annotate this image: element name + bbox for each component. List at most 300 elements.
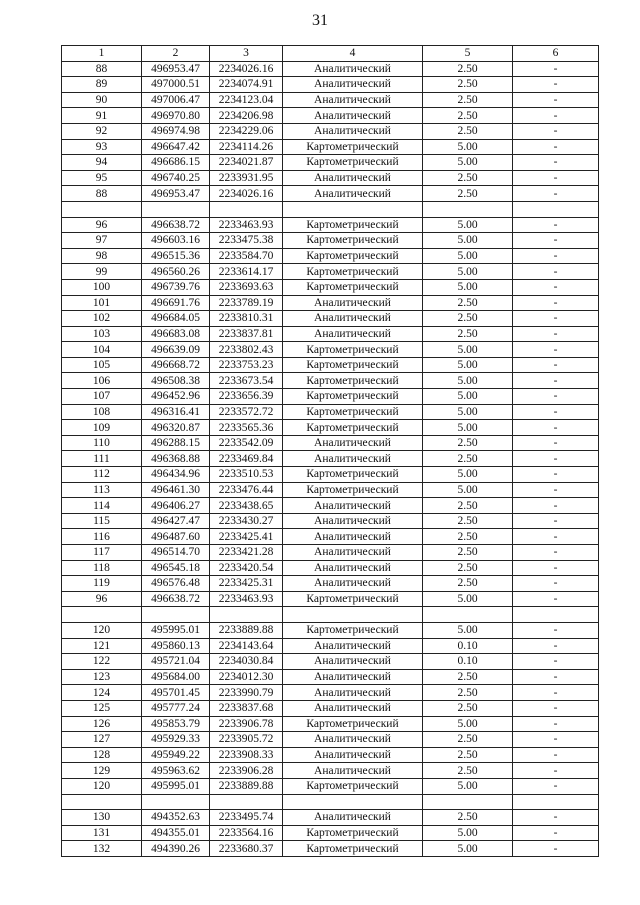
accuracy-cell: 2.50 [423,498,513,514]
empty-cell [210,794,283,810]
note-cell: - [513,155,599,171]
note-cell: - [513,123,599,139]
accuracy-cell: 5.00 [423,404,513,420]
point-number-cell: 122 [62,654,142,670]
note-cell: - [513,217,599,233]
x-coordinate-cell: 495860.13 [142,638,210,654]
x-coordinate-cell: 496647.42 [142,139,210,155]
x-coordinate-cell: 495963.62 [142,763,210,779]
table-row [62,155,599,171]
point-number-cell: 94 [62,155,142,171]
table-row [62,591,599,607]
x-coordinate-cell: 497000.51 [142,77,210,93]
method-cell: Картометрический [283,279,423,295]
column-header: 2 [142,46,210,62]
note-cell: - [513,778,599,794]
accuracy-cell: 2.50 [423,108,513,124]
x-coordinate-cell: 497006.47 [142,92,210,108]
accuracy-cell: 2.50 [423,326,513,342]
point-number-cell: 88 [62,186,142,202]
point-number-cell: 112 [62,467,142,483]
y-coordinate-cell: 2234026.16 [210,61,283,77]
table-row [62,233,599,249]
point-number-cell: 124 [62,685,142,701]
table-row [62,357,599,373]
accuracy-cell: 2.50 [423,92,513,108]
y-coordinate-cell: 2234229.06 [210,123,283,139]
table-row [62,841,599,857]
accuracy-cell: 2.50 [423,451,513,467]
note-cell: - [513,170,599,186]
method-cell: Картометрический [283,778,423,794]
empty-cell [423,607,513,623]
note-cell: - [513,326,599,342]
column-header: 6 [513,46,599,62]
x-coordinate-cell: 496953.47 [142,61,210,77]
table-row [62,92,599,108]
method-cell: Картометрический [283,467,423,483]
coordinates-table [61,45,599,857]
note-cell: - [513,716,599,732]
x-coordinate-cell: 496740.25 [142,170,210,186]
method-cell: Аналитический [283,170,423,186]
note-cell: - [513,732,599,748]
y-coordinate-cell: 2234114.26 [210,139,283,155]
x-coordinate-cell: 496560.26 [142,264,210,280]
y-coordinate-cell: 2233889.88 [210,778,283,794]
note-cell: - [513,669,599,685]
y-coordinate-cell: 2233810.31 [210,311,283,327]
table-row [62,576,599,592]
table-row [62,389,599,405]
empty-cell [513,794,599,810]
method-cell: Аналитический [283,123,423,139]
point-number-cell: 108 [62,404,142,420]
y-coordinate-cell: 2233463.93 [210,217,283,233]
x-coordinate-cell: 496368.88 [142,451,210,467]
table-row [62,654,599,670]
y-coordinate-cell: 2233476.44 [210,482,283,498]
accuracy-cell: 2.50 [423,61,513,77]
note-cell: - [513,529,599,545]
x-coordinate-cell: 495853.79 [142,716,210,732]
method-cell: Картометрический [283,342,423,358]
note-cell: - [513,451,599,467]
accuracy-cell: 5.00 [423,373,513,389]
x-coordinate-cell: 494390.26 [142,841,210,857]
method-cell: Картометрический [283,233,423,249]
y-coordinate-cell: 2233908.33 [210,747,283,763]
y-coordinate-cell: 2233542.09 [210,435,283,451]
empty-cell [142,794,210,810]
note-cell: - [513,545,599,561]
method-cell: Аналитический [283,92,423,108]
accuracy-cell: 5.00 [423,342,513,358]
accuracy-cell: 2.50 [423,529,513,545]
page-number: 31 [312,12,328,29]
note-cell: - [513,435,599,451]
accuracy-cell: 5.00 [423,248,513,264]
accuracy-cell: 2.50 [423,435,513,451]
y-coordinate-cell: 2234143.64 [210,638,283,654]
table-row [62,451,599,467]
table-row [62,529,599,545]
table-row [62,248,599,264]
method-cell: Картометрический [283,404,423,420]
point-number-cell: 92 [62,123,142,139]
method-cell: Аналитический [283,498,423,514]
point-number-cell: 118 [62,560,142,576]
table-row [62,778,599,794]
x-coordinate-cell: 496638.72 [142,217,210,233]
x-coordinate-cell: 496461.30 [142,482,210,498]
method-cell: Аналитический [283,326,423,342]
x-coordinate-cell: 496406.27 [142,498,210,514]
accuracy-cell: 2.50 [423,685,513,701]
y-coordinate-cell: 2233693.63 [210,279,283,295]
y-coordinate-cell: 2233680.37 [210,841,283,857]
point-number-cell: 104 [62,342,142,358]
table-row [62,404,599,420]
point-number-cell: 130 [62,810,142,826]
y-coordinate-cell: 2233420.54 [210,560,283,576]
method-cell: Аналитический [283,654,423,670]
separator-row [62,794,599,810]
point-number-cell: 103 [62,326,142,342]
method-cell: Картометрический [283,841,423,857]
y-coordinate-cell: 2233430.27 [210,513,283,529]
x-coordinate-cell: 496320.87 [142,420,210,436]
y-coordinate-cell: 2234030.84 [210,654,283,670]
note-cell: - [513,279,599,295]
method-cell: Аналитический [283,638,423,654]
point-number-cell: 115 [62,513,142,529]
method-cell: Аналитический [283,529,423,545]
accuracy-cell: 5.00 [423,825,513,841]
note-cell: - [513,186,599,202]
accuracy-cell: 0.10 [423,638,513,654]
note-cell: - [513,498,599,514]
note-cell: - [513,576,599,592]
y-coordinate-cell: 2233421.28 [210,545,283,561]
x-coordinate-cell: 496288.15 [142,435,210,451]
x-coordinate-cell: 495929.33 [142,732,210,748]
column-header: 1 [62,46,142,62]
y-coordinate-cell: 2233906.28 [210,763,283,779]
x-coordinate-cell: 496691.76 [142,295,210,311]
point-number-cell: 101 [62,295,142,311]
note-cell: - [513,233,599,249]
column-header: 5 [423,46,513,62]
point-number-cell: 95 [62,170,142,186]
method-cell: Аналитический [283,545,423,561]
x-coordinate-cell: 496970.80 [142,108,210,124]
x-coordinate-cell: 496639.09 [142,342,210,358]
table-row [62,217,599,233]
method-cell: Картометрический [283,248,423,264]
accuracy-cell: 2.50 [423,513,513,529]
x-coordinate-cell: 496434.96 [142,467,210,483]
point-number-cell: 100 [62,279,142,295]
note-cell: - [513,77,599,93]
y-coordinate-cell: 2233906.78 [210,716,283,732]
method-cell: Аналитический [283,186,423,202]
method-cell: Аналитический [283,77,423,93]
method-cell: Картометрический [283,716,423,732]
accuracy-cell: 2.50 [423,763,513,779]
point-number-cell: 117 [62,545,142,561]
point-number-cell: 132 [62,841,142,857]
point-number-cell: 126 [62,716,142,732]
point-number-cell: 88 [62,61,142,77]
point-number-cell: 102 [62,311,142,327]
method-cell: Аналитический [283,810,423,826]
table-row [62,638,599,654]
accuracy-cell: 5.00 [423,217,513,233]
x-coordinate-cell: 495995.01 [142,622,210,638]
accuracy-cell: 2.50 [423,732,513,748]
x-coordinate-cell: 496638.72 [142,591,210,607]
table-row [62,123,599,139]
table-row [62,685,599,701]
y-coordinate-cell: 2234026.16 [210,186,283,202]
note-cell: - [513,825,599,841]
note-cell: - [513,482,599,498]
accuracy-cell: 2.50 [423,186,513,202]
accuracy-cell: 2.50 [423,545,513,561]
method-cell: Аналитический [283,61,423,77]
empty-cell [210,201,283,217]
point-number-cell: 96 [62,217,142,233]
accuracy-cell: 5.00 [423,155,513,171]
x-coordinate-cell: 496515.36 [142,248,210,264]
point-number-cell: 89 [62,77,142,93]
y-coordinate-cell: 2233564.16 [210,825,283,841]
accuracy-cell: 0.10 [423,654,513,670]
table-row [62,326,599,342]
method-cell: Аналитический [283,435,423,451]
table-row [62,513,599,529]
y-coordinate-cell: 2234123.04 [210,92,283,108]
separator-row [62,607,599,623]
y-coordinate-cell: 2233789.19 [210,295,283,311]
method-cell: Картометрический [283,155,423,171]
accuracy-cell: 2.50 [423,747,513,763]
method-cell: Картометрический [283,825,423,841]
table-row [62,716,599,732]
method-cell: Аналитический [283,669,423,685]
table-row [62,373,599,389]
point-number-cell: 120 [62,778,142,794]
table-row [62,108,599,124]
x-coordinate-cell: 496427.47 [142,513,210,529]
header-row [62,46,599,62]
point-number-cell: 127 [62,732,142,748]
empty-cell [142,201,210,217]
x-coordinate-cell: 495701.45 [142,685,210,701]
method-cell: Картометрический [283,264,423,280]
y-coordinate-cell: 2233614.17 [210,264,283,280]
table-row [62,420,599,436]
y-coordinate-cell: 2234021.87 [210,155,283,171]
accuracy-cell: 2.50 [423,669,513,685]
point-number-cell: 106 [62,373,142,389]
table-row [62,170,599,186]
point-number-cell: 111 [62,451,142,467]
table-row [62,747,599,763]
y-coordinate-cell: 2233438.65 [210,498,283,514]
table-row [62,342,599,358]
empty-cell [283,794,423,810]
empty-cell [513,201,599,217]
empty-cell [423,794,513,810]
y-coordinate-cell: 2233905.72 [210,732,283,748]
x-coordinate-cell: 496514.70 [142,545,210,561]
note-cell: - [513,560,599,576]
point-number-cell: 113 [62,482,142,498]
method-cell: Картометрический [283,591,423,607]
table-row [62,61,599,77]
accuracy-cell: 5.00 [423,778,513,794]
method-cell: Картометрический [283,622,423,638]
table-row [62,311,599,327]
table-row [62,77,599,93]
note-cell: - [513,685,599,701]
table-row [62,186,599,202]
note-cell: - [513,763,599,779]
method-cell: Аналитический [283,513,423,529]
method-cell: Аналитический [283,747,423,763]
empty-cell [210,607,283,623]
x-coordinate-cell: 496953.47 [142,186,210,202]
y-coordinate-cell: 2233673.54 [210,373,283,389]
y-coordinate-cell: 2233425.41 [210,529,283,545]
x-coordinate-cell: 495777.24 [142,700,210,716]
point-number-cell: 97 [62,233,142,249]
point-number-cell: 123 [62,669,142,685]
point-number-cell: 131 [62,825,142,841]
note-cell: - [513,92,599,108]
y-coordinate-cell: 2234012.30 [210,669,283,685]
accuracy-cell: 2.50 [423,576,513,592]
method-cell: Аналитический [283,685,423,701]
x-coordinate-cell: 495721.04 [142,654,210,670]
method-cell: Аналитический [283,763,423,779]
table-row [62,763,599,779]
accuracy-cell: 5.00 [423,264,513,280]
accuracy-cell: 5.00 [423,389,513,405]
x-coordinate-cell: 496316.41 [142,404,210,420]
table-row [62,279,599,295]
table-row [62,295,599,311]
accuracy-cell: 5.00 [423,716,513,732]
point-number-cell: 121 [62,638,142,654]
point-number-cell: 99 [62,264,142,280]
x-coordinate-cell: 494355.01 [142,825,210,841]
x-coordinate-cell: 496576.48 [142,576,210,592]
accuracy-cell: 5.00 [423,482,513,498]
accuracy-cell: 5.00 [423,279,513,295]
table-row [62,467,599,483]
empty-cell [62,607,142,623]
accuracy-cell: 2.50 [423,170,513,186]
accuracy-cell: 2.50 [423,123,513,139]
point-number-cell: 90 [62,92,142,108]
accuracy-cell: 5.00 [423,591,513,607]
method-cell: Картометрический [283,373,423,389]
empty-cell [142,607,210,623]
y-coordinate-cell: 2234074.91 [210,77,283,93]
note-cell: - [513,61,599,77]
x-coordinate-cell: 496974.98 [142,123,210,139]
method-cell: Аналитический [283,108,423,124]
point-number-cell: 120 [62,622,142,638]
column-header: 3 [210,46,283,62]
y-coordinate-cell: 2233753.23 [210,357,283,373]
table-row [62,545,599,561]
accuracy-cell: 2.50 [423,700,513,716]
accuracy-cell: 5.00 [423,139,513,155]
empty-cell [513,607,599,623]
point-number-cell: 93 [62,139,142,155]
table-row [62,732,599,748]
y-coordinate-cell: 2233495.74 [210,810,283,826]
x-coordinate-cell: 495949.22 [142,747,210,763]
y-coordinate-cell: 2233837.68 [210,700,283,716]
note-cell: - [513,747,599,763]
note-cell: - [513,513,599,529]
x-coordinate-cell: 496683.08 [142,326,210,342]
x-coordinate-cell: 496668.72 [142,357,210,373]
accuracy-cell: 2.50 [423,77,513,93]
method-cell: Аналитический [283,576,423,592]
note-cell: - [513,700,599,716]
x-coordinate-cell: 496545.18 [142,560,210,576]
note-cell: - [513,248,599,264]
y-coordinate-cell: 2234206.98 [210,108,283,124]
note-cell: - [513,404,599,420]
point-number-cell: 129 [62,763,142,779]
note-cell: - [513,373,599,389]
accuracy-cell: 5.00 [423,420,513,436]
table-row [62,139,599,155]
method-cell: Картометрический [283,389,423,405]
x-coordinate-cell: 495684.00 [142,669,210,685]
table-row [62,498,599,514]
y-coordinate-cell: 2233469.84 [210,451,283,467]
note-cell: - [513,420,599,436]
table-body [62,61,599,856]
y-coordinate-cell: 2233463.93 [210,591,283,607]
point-number-cell: 107 [62,389,142,405]
empty-cell [423,201,513,217]
x-coordinate-cell: 496684.05 [142,311,210,327]
table-row [62,560,599,576]
y-coordinate-cell: 2233990.79 [210,685,283,701]
table-row [62,622,599,638]
point-number-cell: 105 [62,357,142,373]
y-coordinate-cell: 2233510.53 [210,467,283,483]
table-row [62,700,599,716]
accuracy-cell: 2.50 [423,295,513,311]
method-cell: Аналитический [283,451,423,467]
x-coordinate-cell: 496508.38 [142,373,210,389]
separator-row [62,201,599,217]
accuracy-cell: 5.00 [423,467,513,483]
point-number-cell: 109 [62,420,142,436]
accuracy-cell: 2.50 [423,560,513,576]
table-row [62,435,599,451]
